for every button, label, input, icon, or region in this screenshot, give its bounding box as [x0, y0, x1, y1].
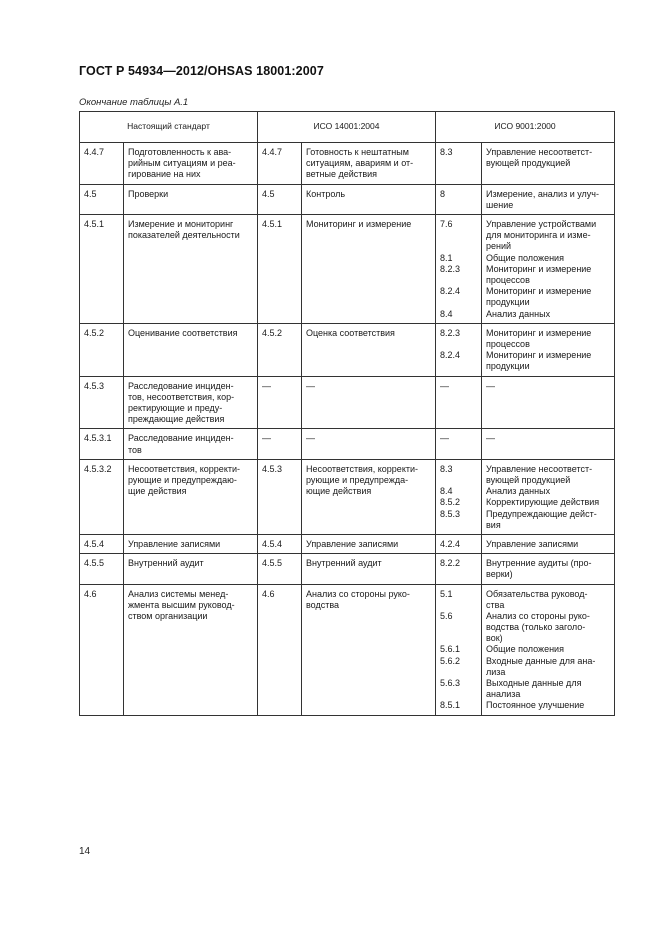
iso9001-clause-number: 8.3 — [440, 463, 453, 474]
iso9001-clause-title: Анализ данных — [486, 308, 551, 319]
iso9001-clause-title: Анализ данных — [486, 486, 551, 497]
standard-clause-number: 4.5.3.1 — [80, 429, 124, 459]
standard-clause-title: Подготовленность к ава- рийным ситуациям и реа- гирование на них — [124, 143, 258, 185]
table-body — [80, 143, 615, 716]
table-header-row — [80, 112, 615, 143]
iso9001-clause-titles — [482, 376, 615, 429]
iso9001-clause-title: Предупреждающие дейст- вия — [486, 508, 597, 530]
iso9001-clause-number: 8.2.4 — [440, 350, 461, 361]
iso9001-clause-number: 8.5.1 — [440, 700, 461, 711]
iso9001-clause-number: 8 — [440, 188, 446, 199]
standard-clause-number: 4.5.3.2 — [80, 459, 124, 534]
iso9001-clause-title: Мониторинг и измерение процессов — [486, 263, 592, 285]
iso14001-clause-number: 4.5 — [258, 184, 302, 214]
iso14001-clause-number: 4.4.7 — [258, 143, 302, 185]
standard-clause-title: Измерение и мониторинг показателей деятельности — [124, 215, 258, 324]
iso9001-clause-number: — — [440, 433, 450, 444]
iso9001-clause-title: Мониторинг и измерение процессов — [486, 327, 592, 349]
standard-clause-title: Внутренний аудит — [124, 554, 258, 584]
iso9001-clause-number: 5.6.3 — [440, 678, 461, 689]
iso9001-clause-numbers — [436, 554, 482, 584]
iso9001-clause-number: 7.6 — [440, 219, 453, 229]
standard-clause-number: 4.5.2 — [80, 323, 124, 376]
iso9001-clause-titles — [482, 184, 615, 214]
iso9001-clause-title: Выходные данные для анализа — [486, 678, 582, 700]
iso9001-clause-title: Мониторинг и измерение продукции — [486, 286, 592, 308]
iso9001-clause-number: 5.1 — [440, 588, 453, 599]
iso14001-clause-number: 4.5.2 — [258, 323, 302, 376]
table-row — [80, 554, 615, 584]
iso9001-clause-title: Внутренние аудиты (про- верки) — [486, 558, 592, 580]
standard-clause-number: 4.5.5 — [80, 554, 124, 584]
iso9001-clause-title: Управление несоответст- вующей продукцией — [486, 147, 593, 169]
table-row — [80, 459, 615, 534]
iso9001-clause-numbers — [436, 429, 482, 459]
iso14001-clause-title: Контроль — [302, 184, 436, 214]
iso9001-clause-titles — [482, 143, 615, 185]
table-row — [80, 184, 615, 214]
iso14001-clause-title: — — [302, 376, 436, 429]
iso14001-clause-title: — — [302, 429, 436, 459]
iso9001-clause-numbers — [436, 215, 482, 324]
iso9001-clause-number: 8.5.3 — [440, 508, 461, 519]
standard-clause-title: Расследование инциден- тов, несоответствия, кор- ректирующие и преду- преждающие действия — [124, 376, 258, 429]
iso9001-clause-numbers — [436, 376, 482, 429]
table-row — [80, 215, 615, 324]
standard-clause-number: 4.5.1 — [80, 215, 124, 324]
iso14001-clause-title: Мониторинг и измерение — [302, 215, 436, 324]
iso14001-clause-title: Внутренний аудит — [302, 554, 436, 584]
page-number: 14 — [79, 846, 91, 857]
iso9001-clause-number: 8.3 — [440, 147, 453, 157]
correspondence-table — [79, 111, 615, 716]
standard-clause-title: Несоответствия, корректи- рующие и предупреждаю- щие действия — [124, 459, 258, 534]
iso9001-clause-numbers — [436, 459, 482, 534]
table-row — [80, 143, 615, 185]
iso9001-clause-titles — [482, 534, 615, 553]
iso9001-clause-number: 8.5.2 — [440, 497, 461, 508]
standard-clause-number: 4.5.4 — [80, 534, 124, 553]
iso9001-clause-numbers — [436, 534, 482, 553]
iso9001-clause-title: Измерение, анализ и улуч- шение — [486, 188, 599, 210]
iso14001-clause-title: Готовность к нештатным ситуациям, авариям и от- ветные действия — [302, 143, 436, 185]
standard-clause-number: 4.6 — [80, 584, 124, 715]
standard-clause-title: Анализ системы менед- жмента высшим руковод- ством организации — [124, 584, 258, 715]
column-header-iso-14001: ИСО 14001:2004 — [258, 112, 436, 143]
iso14001-clause-title: Анализ со стороны руко- водства — [302, 584, 436, 715]
iso9001-clause-number: 8.1 — [440, 252, 453, 263]
iso14001-clause-number: 4.5.5 — [258, 554, 302, 584]
iso9001-clause-number: 8.2.3 — [440, 263, 461, 274]
iso14001-clause-title: Управление записями — [302, 534, 436, 553]
standard-clause-title: Проверки — [124, 184, 258, 214]
column-header-iso-9001: ИСО 9001:2000 — [436, 112, 615, 143]
document-header: ГОСТ Р 54934—2012/OHSAS 18001:2007 — [79, 64, 324, 78]
iso9001-clause-numbers — [436, 323, 482, 376]
table-row — [80, 429, 615, 459]
iso14001-clause-number: — — [258, 376, 302, 429]
standard-clause-number: 4.5.3 — [80, 376, 124, 429]
standard-clause-title: Управление записями — [124, 534, 258, 553]
iso9001-clause-title: Обязательства руковод- ства — [486, 588, 588, 610]
iso14001-clause-number: — — [258, 429, 302, 459]
standard-clause-title: Оценивание соответствия — [124, 323, 258, 376]
iso9001-clause-titles — [482, 584, 615, 715]
standard-clause-number: 4.5 — [80, 184, 124, 214]
iso9001-clause-title: Управление несоответст- вующей продукцией — [486, 463, 593, 485]
iso9001-clause-numbers — [436, 184, 482, 214]
iso9001-clause-numbers — [436, 584, 482, 715]
iso14001-clause-number: 4.5.3 — [258, 459, 302, 534]
table-row — [80, 323, 615, 376]
iso14001-clause-title: Оценка соответствия — [302, 323, 436, 376]
iso14001-clause-title: Несоответствия, корректи- рующие и предупрежда- ющие действия — [302, 459, 436, 534]
iso9001-clause-title: Анализ со стороны руко- водства (только заголо- вок) — [486, 610, 590, 644]
table-row — [80, 584, 615, 715]
standard-clause-number: 4.4.7 — [80, 143, 124, 185]
iso9001-clause-titles — [482, 554, 615, 584]
iso9001-clause-number: 8.2.2 — [440, 558, 461, 569]
iso9001-clause-titles — [482, 429, 615, 459]
iso9001-clause-title: Постоянное улучшение — [486, 700, 585, 711]
iso9001-clause-number: 5.6.1 — [440, 644, 461, 655]
table-row — [80, 534, 615, 553]
iso9001-clause-title: Мониторинг и измерение продукции — [486, 350, 592, 372]
iso9001-clause-number: 8.2.3 — [440, 327, 461, 338]
standard-clause-title: Расследование инциден- тов — [124, 429, 258, 459]
iso9001-clause-titles — [482, 323, 615, 376]
iso9001-clause-title: Управление устройствами для мониторинга и изме- рений — [486, 219, 597, 252]
iso9001-clause-title: — — [486, 380, 496, 391]
table-row — [80, 376, 615, 429]
iso9001-clause-title: Входные данные для ана- лиза — [486, 655, 596, 677]
iso9001-clause-number: 8.2.4 — [440, 286, 461, 297]
iso14001-clause-number: 4.5.1 — [258, 215, 302, 324]
iso14001-clause-number: 4.5.4 — [258, 534, 302, 553]
iso9001-clause-number: 8.4 — [440, 486, 453, 497]
iso9001-clause-titles — [482, 459, 615, 534]
iso9001-clause-title: Общие положения — [486, 252, 564, 263]
iso9001-clause-titles — [482, 215, 615, 324]
iso9001-clause-title: — — [486, 433, 496, 444]
iso9001-clause-number: — — [440, 380, 450, 391]
iso9001-clause-numbers — [436, 143, 482, 185]
iso9001-clause-number: 5.6.2 — [440, 655, 461, 666]
iso9001-clause-title: Управление записями — [486, 538, 579, 549]
iso9001-clause-number: 5.6 — [440, 610, 453, 621]
table-caption: Окончание таблицы А.1 — [79, 97, 189, 108]
iso14001-clause-number: 4.6 — [258, 584, 302, 715]
iso9001-clause-number: 8.4 — [440, 308, 453, 319]
iso9001-clause-title: Корректирующие действия — [486, 497, 600, 508]
column-header-this-standard: Настоящий стандарт — [80, 112, 258, 143]
iso9001-clause-title: Общие положения — [486, 644, 564, 655]
iso9001-clause-number: 4.2.4 — [440, 538, 461, 549]
